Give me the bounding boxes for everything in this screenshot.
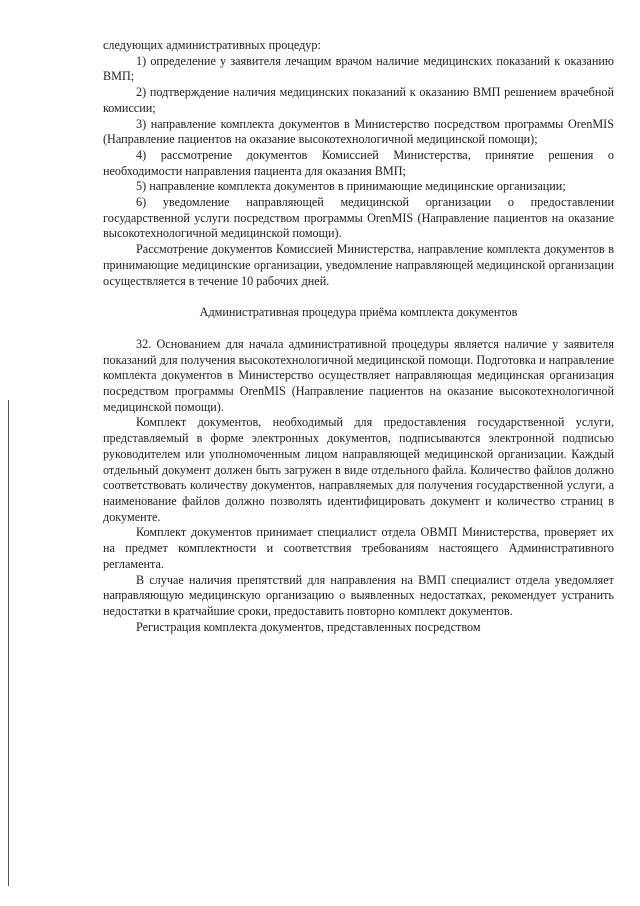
step-2: 2) подтверждение наличия медицинских показаний к оказанию ВМП решением врачебной комиссии; [103, 85, 614, 115]
step-4: 4) рассмотрение документов Комиссией Министерства, принятие решения о необходимости направления пациента для оказания ВМП; [103, 147, 614, 178]
summary-paragraph: Рассмотрение документов Комиссией Министерства, направление комплекта документов в принимающие медицинские организации, уведомление направляющей медицинской организации осуществляется в течение 10 рабочих дней. [103, 242, 614, 288]
scan-edge-line [8, 400, 9, 886]
paragraph-32: 32. Основанием для начала административной процедуры является наличие у заявителя показаний для получения высокотехнологичной медицинской помощи. Подготовка и направление комплекта документов в Министерство осуществляет направляющая медицинская организация посредством программы OrenMIS (Направление пациентов на оказание высокотехнологичной медицинской помощи). [103, 336, 614, 414]
paragraph-specialist-check: Комплект документов принимает специалист отдела ОВМП Министерства, проверяет их на предмет комплектности и соответствия требованиям настоящего Административного регламента. [103, 525, 614, 571]
step-5: 5) направление комплекта документов в принимающие медицинские организации; [136, 179, 566, 194]
section-heading: Административная процедура приёма комплекта документов [199, 305, 518, 320]
paragraph-document-set: Комплект документов, необходимый для предоставления государственной услуги, представляемый в форме электронных документов, подписываются электронной подписью руководителем или уполномоченным лицом направляющей медицинской организации. Каждый отдельный документ должен быть загружен в виде отдельного файла. Количество файлов должно соответствовать количеству документов, направляемых для получения государственной услуги, а наименование файлов должно позволять идентифицировать документ и количество страниц в документе. [103, 415, 614, 524]
intro-line: следующих административных процедур: [103, 38, 321, 52]
step-6: 6) уведомление направляющей медицинской организации о предоставлении государственной услуги посредством программы OrenMIS (Направление пациентов на оказание высокотехнологичной медицинской помощи). [103, 195, 614, 241]
step-1: 1) определение у заявителя лечащим врачом наличие медицинских показаний к оказанию ВМП; [103, 53, 614, 84]
paragraph-registration: Регистрация комплекта документов, представленных посредством [136, 619, 481, 634]
document-body [103, 38, 614, 635]
paragraph-obstacles: В случае наличия препятствий для направления на ВМП специалист отдела уведомляет направляющую медицинскую организацию о выявленных недостатках, рекомендует устранить недостатки в кратчайшие сроки, предоставить повторно комплект документов. [103, 572, 614, 618]
step-3: 3) направление комплекта документов в Министерство посредством программы OrenMIS (Направление пациентов на оказание высокотехнологичной медицинской помощи); [103, 116, 614, 147]
